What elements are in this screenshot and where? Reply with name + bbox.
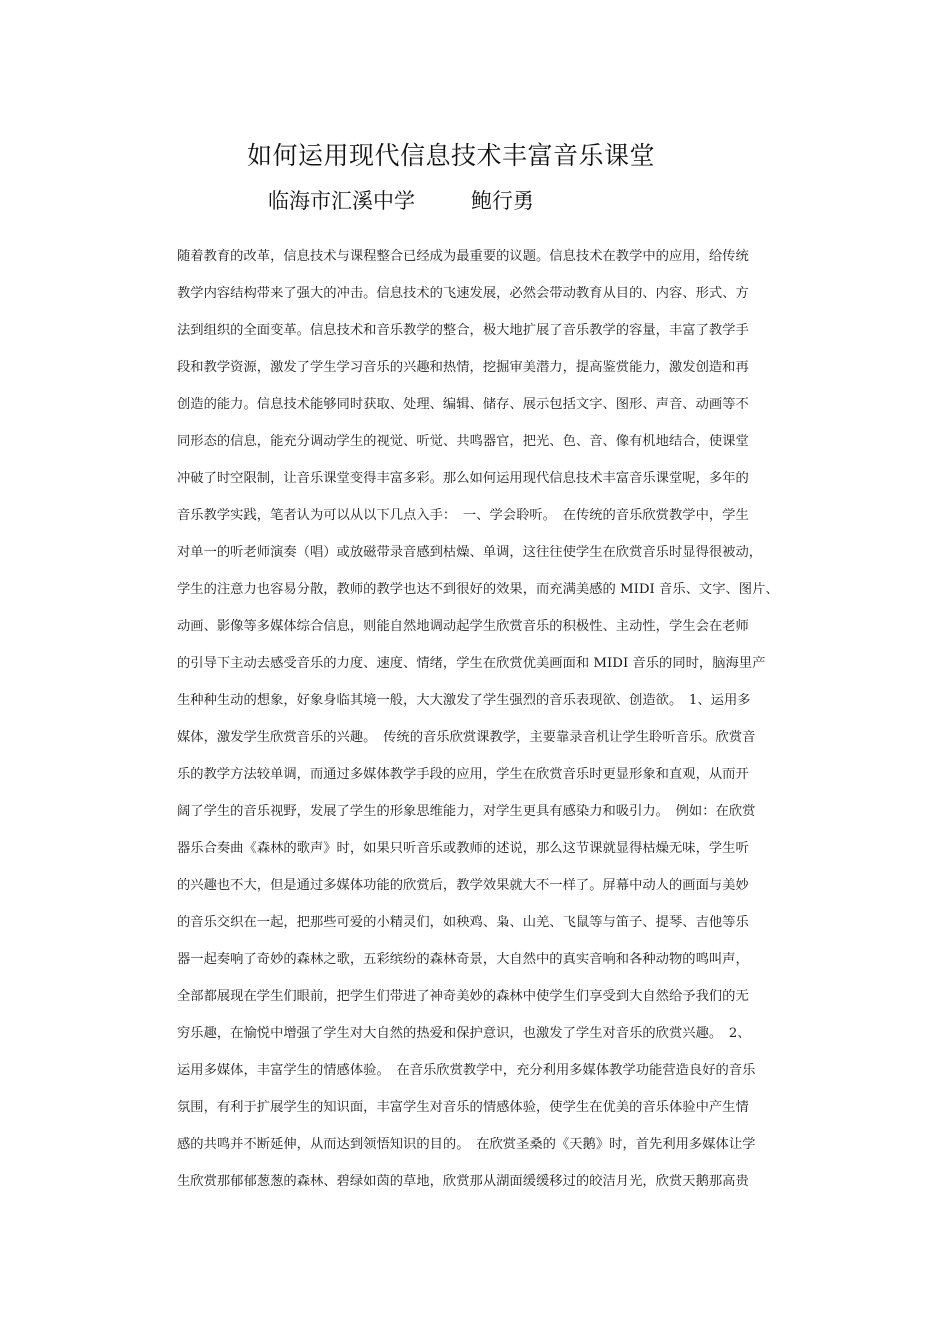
text-line: 教学内容结构带来了强大的冲击。信息技术的飞速发展，必然会带动教育从目的、内容、形式、方 xyxy=(177,286,749,301)
text-line: 的兴趣也不大，但是通过多媒体功能的欣赏后，教学效果就大不一样了。屏幕中动人的画面与美妙 xyxy=(177,878,749,893)
text-line: 运用多媒体，丰富学生的情感体验。 在音乐欣赏教学中，充分利用多媒体教学功能营造良好的音乐 xyxy=(177,1063,756,1078)
text-line: 法到组织的全面变革。信息技术和音乐教学的整合，极大地扩展了音乐教学的容量，丰富了教学手 xyxy=(177,323,749,338)
text-line: 冲破了时空限制，让音乐课堂变得丰富多彩。那么如何运用现代信息技术丰富音乐课堂呢，多年的 xyxy=(177,471,749,486)
text-line: 的音乐交织在一起，把那些可爱的小精灵们，如秧鸡、枭、山羌、飞鼠等与笛子、提琴、吉他等乐 xyxy=(177,915,749,930)
body-text xyxy=(177,238,817,1200)
text-line: 穷乐趣，在愉悦中增强了学生对大自然的热爱和保护意识，也激发了学生对音乐的欣赏兴趣。 2、 xyxy=(177,1026,751,1041)
text-line: 动画、影像等多媒体综合信息，则能自然地调动起学生欣赏音乐的积极性、主动性，学生会在老师 xyxy=(177,619,749,634)
text-line: 器一起奏响了奇妙的森林之歌，五彩缤纷的森林奇景，大自然中的真实音响和各种动物的鸣叫声， xyxy=(177,952,749,967)
text-line: 创造的能力。信息技术能够同时获取、处理、编辑、储存、展示包括文字、图形、声音、动画等不 xyxy=(177,397,749,412)
text-line: 氛围，有利于扩展学生的知识面，丰富学生对音乐的情感体验，使学生在优美的音乐体验中产生情 xyxy=(177,1100,749,1115)
text-line: 生欣赏那郁郁葱葱的森林、碧绿如茵的草地，欣赏那从湖面缓缓移过的皎洁月光，欣赏天鹅那高贵 xyxy=(177,1174,749,1189)
text-line: 生种种生动的想象，好象身临其境一般，大大激发了学生强烈的音乐表现欲、创造欲。 1、运用多 xyxy=(177,693,751,708)
text-line: 学生的注意力也容易分散，教师的教学也达不到很好的效果，而充满美感的 MIDI 音乐、文字、图片、 xyxy=(177,582,779,597)
page-title: 如何运用现代信息技术丰富音乐课堂 xyxy=(247,141,656,170)
text-line: 器乐合奏曲《森林的歌声》时，如果只听音乐或教师的述说，那么这节课就显得枯燥无味，学生听 xyxy=(177,841,749,856)
text-line: 的引导下主动去感受音乐的力度、速度、情绪，学生在欣赏优美画面和 MIDI 音乐的同时，脑海里产 xyxy=(177,656,766,671)
text-line: 乐的教学方法较单调，而通过多媒体教学手段的应用，学生在欣赏音乐时更显形象和直观，从而开 xyxy=(177,767,749,782)
text-line: 音乐教学实践，笔者认为可以从以下几点入手： 一、学会聆听。 在传统的音乐欣赏教学中，学生 xyxy=(177,508,749,523)
text-line: 随着教育的改革，信息技术与课程整合已经成为最重要的议题。信息技术在教学中的应用，给传统 xyxy=(177,249,749,264)
author-name: 鲍行勇 xyxy=(471,189,534,213)
text-line: 感的共鸣并不断延伸，从而达到领悟知识的目的。 在欣赏圣桑的《天鹅》时，首先利用多媒体让学 xyxy=(177,1137,756,1152)
text-line: 对单一的听老师演奏（唱）或放磁带录音感到枯燥、单调，这往往使学生在欣赏音乐时显得很被动， xyxy=(177,545,763,560)
school-name: 临海市汇溪中学 xyxy=(268,189,415,213)
text-line: 阔了学生的音乐视野，发展了学生的形象思维能力，对学生更具有感染力和吸引力。 例如：在欣赏 xyxy=(177,804,756,819)
text-line: 全部都展现在学生们眼前，把学生们带进了神奇美妙的森林中使学生们享受到大自然给予我们的无 xyxy=(177,989,749,1004)
text-line: 段和教学资源，激发了学生学习音乐的兴趣和热情，挖掘审美潜力，提高鉴赏能力，激发创造和再 xyxy=(177,360,749,375)
text-line: 媒体，激发学生欣赏音乐的兴趣。 传统的音乐欣赏课教学，主要靠录音机让学生聆听音乐。欣赏音 xyxy=(177,730,756,745)
byline xyxy=(268,185,534,215)
text-line: 同形态的信息，能充分调动学生的视觉、听觉、共鸣器官，把光、色、音、像有机地结合，使课堂 xyxy=(177,434,749,449)
